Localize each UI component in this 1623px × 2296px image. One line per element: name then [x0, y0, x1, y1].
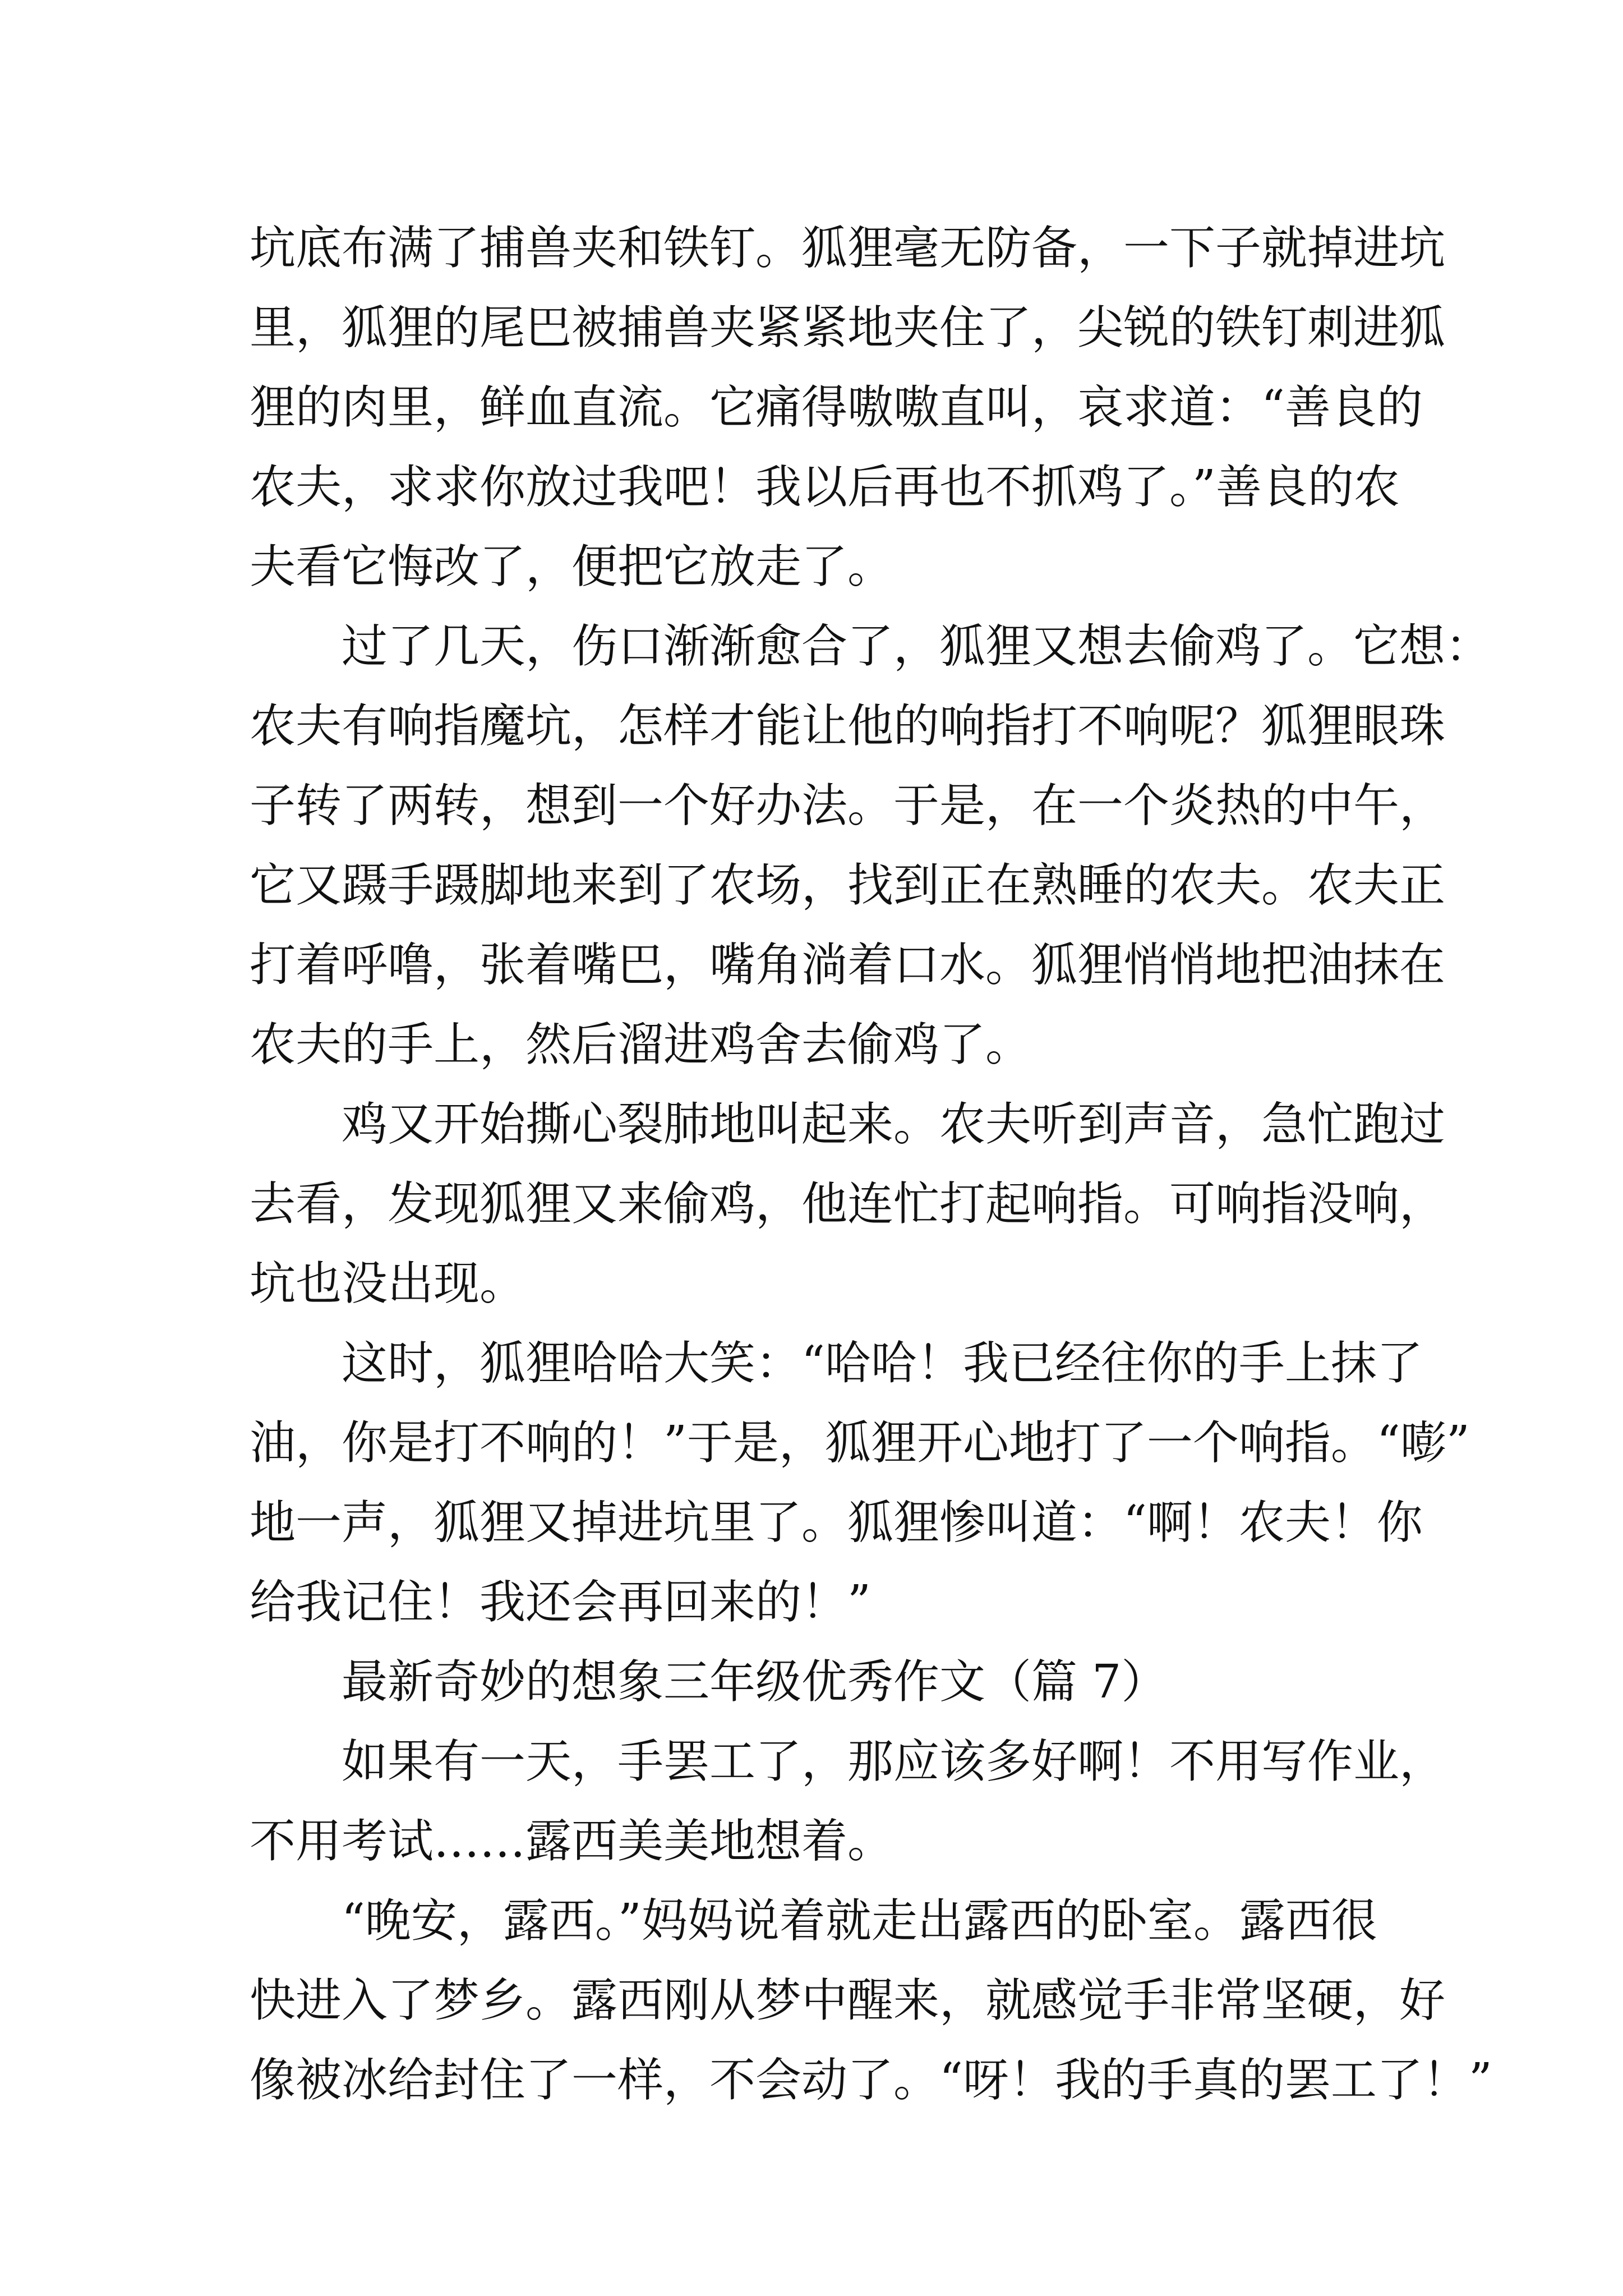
text-line: 油，你是打不响的！”于是，狐狸开心地打了一个响指。“嘭”	[250, 1416, 1470, 1470]
text-line: 农夫，求求你放过我吧！我以后再也不抓鸡了。”善良的农	[250, 461, 1400, 514]
document-body	[250, 209, 1492, 2120]
text-line: 它又蹑手蹑脚地来到了农场，找到正在熟睡的农夫。农夫正	[250, 859, 1446, 912]
text-line: 快进入了梦乡。露西刚从梦中醒来，就感觉手非常坚硬，好	[250, 1974, 1446, 2027]
text-line: 打着呼噜，张着嘴巴，嘴角淌着口水。狐狸悄悄地把油抹在	[250, 938, 1446, 992]
paragraph-fox-trap	[250, 209, 1446, 607]
paragraph-fox-laughs	[250, 1324, 1470, 1642]
text-line: 狸的肉里，鲜血直流。它痛得嗷嗷直叫，哀求道：“善良的	[250, 381, 1423, 434]
text-line: 子转了两转，想到一个好办法。于是，在一个炎热的中午，	[250, 779, 1446, 832]
text-line: 农夫有响指魔坑，怎样才能让他的响指打不响呢？狐狸眼珠	[250, 700, 1446, 753]
text-line: 像被冰给封住了一样，不会动了。“呀！我的手真的罢工了！”	[250, 2054, 1492, 2107]
paragraph-fox-returns	[250, 607, 1492, 1085]
text-line: 里，狐狸的尾巴被捕兽夹紧紧地夹住了，尖锐的铁钉刺进狐	[250, 301, 1446, 355]
paragraph-hands-strike	[250, 1722, 1446, 1881]
section-title: 最新奇妙的想象三年级优秀作文（篇 7）	[250, 1655, 1168, 1709]
paragraph-good-night	[250, 1881, 1492, 2120]
text-line: 坑也没出现。	[250, 1257, 526, 1310]
text-line: 给我记住！我还会再回来的！”	[250, 1576, 871, 1629]
text-line: 去看，发现狐狸又来偷鸡，他连忙打起响指。可响指没响，	[250, 1177, 1446, 1231]
text-line: 鸡又开始撕心裂肺地叫起来。农夫听到声音，急忙跑过	[250, 1098, 1446, 1151]
text-line: 这时，狐狸哈哈大笑：“哈哈！我已经往你的手上抹了	[250, 1337, 1423, 1390]
text-line: 地一声，狐狸又掉进坑里了。狐狸惨叫道：“啊！农夫！你	[250, 1496, 1423, 1549]
text-line: 坑底布满了捕兽夹和铁钉。狐狸毫无防备，一下子就掉进坑	[250, 222, 1446, 275]
text-line: 夫看它悔改了，便把它放走了。	[250, 540, 894, 593]
text-line: 不用考试……露西美美地想着。	[250, 1815, 894, 1868]
text-line: 过了几天，伤口渐渐愈合了，狐狸又想去偷鸡了。它想：	[250, 620, 1492, 673]
text-line: 农夫的手上，然后溜进鸡舍去偷鸡了。	[250, 1018, 1032, 1071]
text-line: “晚安，露西。”妈妈说着就走出露西的卧室。露西很	[250, 1894, 1377, 1948]
paragraph-chickens-scream	[250, 1085, 1446, 1324]
section-heading	[250, 1642, 1433, 1722]
text-line: 如果有一天，手罢工了，那应该多好啊！不用写作业，	[250, 1735, 1446, 1788]
